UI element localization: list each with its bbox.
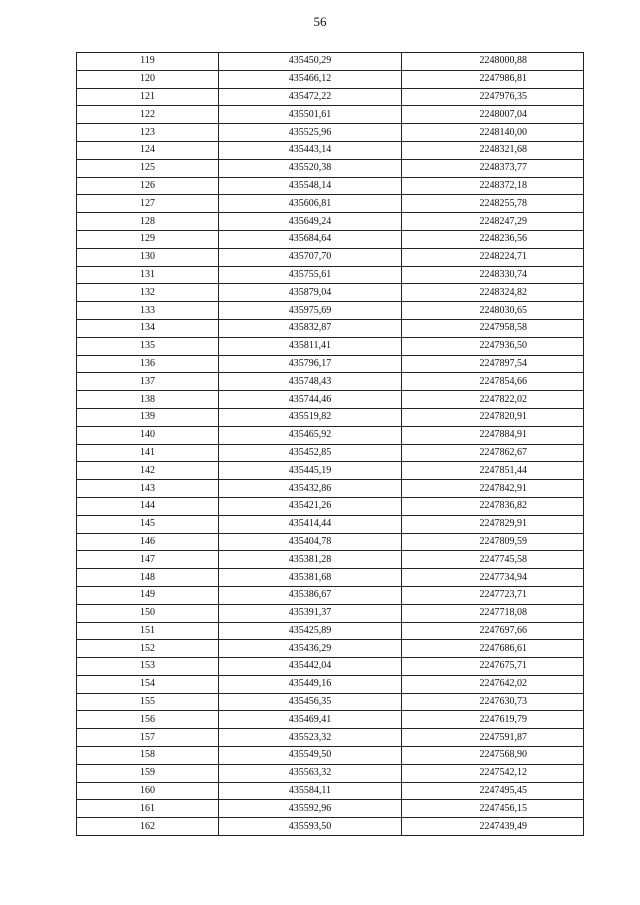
point-number-cell: 132 <box>77 284 219 302</box>
point-number-cell: 122 <box>77 106 219 124</box>
table-row <box>77 88 584 106</box>
point-number-cell: 127 <box>77 195 219 213</box>
table-row <box>77 622 584 640</box>
table-row <box>77 640 584 658</box>
point-number-cell: 145 <box>77 515 219 533</box>
point-number-cell: 129 <box>77 230 219 248</box>
x-coordinate-cell: 435649,24 <box>219 213 402 231</box>
table-row <box>77 569 584 587</box>
y-coordinate-cell: 2247976,35 <box>402 88 584 106</box>
y-coordinate-cell: 2247686,61 <box>402 640 584 658</box>
point-number-cell: 141 <box>77 444 219 462</box>
y-coordinate-cell: 2248324,82 <box>402 284 584 302</box>
point-number-cell: 151 <box>77 622 219 640</box>
table-row <box>77 302 584 320</box>
x-coordinate-cell: 435744,46 <box>219 391 402 409</box>
x-coordinate-cell: 435975,69 <box>219 302 402 320</box>
y-coordinate-cell: 2248000,88 <box>402 53 584 71</box>
x-coordinate-cell: 435436,29 <box>219 640 402 658</box>
y-coordinate-cell: 2247820,91 <box>402 408 584 426</box>
point-number-cell: 154 <box>77 675 219 693</box>
point-number-cell: 136 <box>77 355 219 373</box>
x-coordinate-cell: 435386,67 <box>219 586 402 604</box>
x-coordinate-cell: 435563,32 <box>219 764 402 782</box>
table-row <box>77 124 584 142</box>
point-number-cell: 126 <box>77 177 219 195</box>
table-row <box>77 284 584 302</box>
table-row <box>77 818 584 836</box>
x-coordinate-cell: 435548,14 <box>219 177 402 195</box>
table-row <box>77 319 584 337</box>
x-coordinate-cell: 435381,68 <box>219 569 402 587</box>
y-coordinate-cell: 2247884,91 <box>402 426 584 444</box>
y-coordinate-cell: 2248247,29 <box>402 213 584 231</box>
point-number-cell: 128 <box>77 213 219 231</box>
point-number-cell: 147 <box>77 551 219 569</box>
y-coordinate-cell: 2247591,87 <box>402 729 584 747</box>
point-number-cell: 140 <box>77 426 219 444</box>
x-coordinate-cell: 435755,61 <box>219 266 402 284</box>
point-number-cell: 161 <box>77 800 219 818</box>
x-coordinate-cell: 435472,22 <box>219 88 402 106</box>
x-coordinate-cell: 435425,89 <box>219 622 402 640</box>
x-coordinate-cell: 435449,16 <box>219 675 402 693</box>
x-coordinate-cell: 435684,64 <box>219 230 402 248</box>
point-number-cell: 144 <box>77 497 219 515</box>
page-number: 56 <box>313 14 327 29</box>
x-coordinate-cell: 435523,32 <box>219 729 402 747</box>
point-number-cell: 130 <box>77 248 219 266</box>
y-coordinate-cell: 2247675,71 <box>402 658 584 676</box>
table-row <box>77 373 584 391</box>
y-coordinate-cell: 2247697,66 <box>402 622 584 640</box>
point-number-cell: 119 <box>77 53 219 71</box>
table-row <box>77 462 584 480</box>
table-row <box>77 355 584 373</box>
point-number-cell: 148 <box>77 569 219 587</box>
x-coordinate-cell: 435707,70 <box>219 248 402 266</box>
y-coordinate-cell: 2247568,90 <box>402 747 584 765</box>
x-coordinate-cell: 435606,81 <box>219 195 402 213</box>
table-row <box>77 729 584 747</box>
point-number-cell: 160 <box>77 782 219 800</box>
y-coordinate-cell: 2247836,82 <box>402 497 584 515</box>
point-number-cell: 138 <box>77 391 219 409</box>
x-coordinate-cell: 435584,11 <box>219 782 402 800</box>
y-coordinate-cell: 2248321,68 <box>402 141 584 159</box>
y-coordinate-cell: 2247734,94 <box>402 569 584 587</box>
table-row <box>77 53 584 71</box>
y-coordinate-cell: 2248372,18 <box>402 177 584 195</box>
point-number-cell: 137 <box>77 373 219 391</box>
table-row <box>77 658 584 676</box>
y-coordinate-cell: 2248373,77 <box>402 159 584 177</box>
y-coordinate-cell: 2247842,91 <box>402 480 584 498</box>
point-number-cell: 139 <box>77 408 219 426</box>
x-coordinate-cell: 435414,44 <box>219 515 402 533</box>
x-coordinate-cell: 435452,85 <box>219 444 402 462</box>
y-coordinate-cell: 2247851,44 <box>402 462 584 480</box>
y-coordinate-cell: 2248030,65 <box>402 302 584 320</box>
point-number-cell: 158 <box>77 747 219 765</box>
table-row <box>77 141 584 159</box>
table-row <box>77 408 584 426</box>
y-coordinate-cell: 2247809,59 <box>402 533 584 551</box>
point-number-cell: 135 <box>77 337 219 355</box>
point-number-cell: 142 <box>77 462 219 480</box>
x-coordinate-cell: 435443,14 <box>219 141 402 159</box>
table-row <box>77 711 584 729</box>
point-number-cell: 157 <box>77 729 219 747</box>
point-number-cell: 134 <box>77 319 219 337</box>
y-coordinate-cell: 2247456,15 <box>402 800 584 818</box>
point-number-cell: 150 <box>77 604 219 622</box>
x-coordinate-cell: 435469,41 <box>219 711 402 729</box>
x-coordinate-cell: 435832,87 <box>219 319 402 337</box>
y-coordinate-cell: 2247862,67 <box>402 444 584 462</box>
table-row <box>77 337 584 355</box>
table-row <box>77 604 584 622</box>
table-row <box>77 747 584 765</box>
x-coordinate-cell: 435811,41 <box>219 337 402 355</box>
coordinates-table-body <box>77 53 584 836</box>
table-row <box>77 497 584 515</box>
y-coordinate-cell: 2248330,74 <box>402 266 584 284</box>
y-coordinate-cell: 2247439,49 <box>402 818 584 836</box>
table-row <box>77 782 584 800</box>
x-coordinate-cell: 435519,82 <box>219 408 402 426</box>
y-coordinate-cell: 2247986,81 <box>402 70 584 88</box>
point-number-cell: 155 <box>77 693 219 711</box>
table-row <box>77 177 584 195</box>
y-coordinate-cell: 2248255,78 <box>402 195 584 213</box>
coordinates-table <box>76 52 584 836</box>
y-coordinate-cell: 2247936,50 <box>402 337 584 355</box>
table-row <box>77 693 584 711</box>
y-coordinate-cell: 2248140,00 <box>402 124 584 142</box>
table-row <box>77 426 584 444</box>
table-row <box>77 764 584 782</box>
y-coordinate-cell: 2247958,58 <box>402 319 584 337</box>
point-number-cell: 125 <box>77 159 219 177</box>
x-coordinate-cell: 435501,61 <box>219 106 402 124</box>
x-coordinate-cell: 435592,96 <box>219 800 402 818</box>
point-number-cell: 143 <box>77 480 219 498</box>
point-number-cell: 153 <box>77 658 219 676</box>
table-row <box>77 213 584 231</box>
table-row <box>77 800 584 818</box>
table-row <box>77 515 584 533</box>
x-coordinate-cell: 435593,50 <box>219 818 402 836</box>
table-row <box>77 675 584 693</box>
table-row <box>77 444 584 462</box>
x-coordinate-cell: 435748,43 <box>219 373 402 391</box>
point-number-cell: 159 <box>77 764 219 782</box>
y-coordinate-cell: 2247630,73 <box>402 693 584 711</box>
x-coordinate-cell: 435432,86 <box>219 480 402 498</box>
x-coordinate-cell: 435525,96 <box>219 124 402 142</box>
point-number-cell: 131 <box>77 266 219 284</box>
x-coordinate-cell: 435450,29 <box>219 53 402 71</box>
y-coordinate-cell: 2247822,02 <box>402 391 584 409</box>
x-coordinate-cell: 435465,92 <box>219 426 402 444</box>
y-coordinate-cell: 2247854,66 <box>402 373 584 391</box>
y-coordinate-cell: 2247745,58 <box>402 551 584 569</box>
y-coordinate-cell: 2247718,08 <box>402 604 584 622</box>
point-number-cell: 162 <box>77 818 219 836</box>
table-row <box>77 266 584 284</box>
table-row <box>77 106 584 124</box>
x-coordinate-cell: 435520,38 <box>219 159 402 177</box>
point-number-cell: 156 <box>77 711 219 729</box>
point-number-cell: 120 <box>77 70 219 88</box>
x-coordinate-cell: 435445,19 <box>219 462 402 480</box>
point-number-cell: 133 <box>77 302 219 320</box>
y-coordinate-cell: 2248236,56 <box>402 230 584 248</box>
y-coordinate-cell: 2247495,45 <box>402 782 584 800</box>
point-number-cell: 123 <box>77 124 219 142</box>
x-coordinate-cell: 435391,37 <box>219 604 402 622</box>
x-coordinate-cell: 435456,35 <box>219 693 402 711</box>
y-coordinate-cell: 2247897,54 <box>402 355 584 373</box>
table-row <box>77 480 584 498</box>
x-coordinate-cell: 435421,26 <box>219 497 402 515</box>
x-coordinate-cell: 435879,04 <box>219 284 402 302</box>
table-row <box>77 586 584 604</box>
y-coordinate-cell: 2248224,71 <box>402 248 584 266</box>
x-coordinate-cell: 435796,17 <box>219 355 402 373</box>
y-coordinate-cell: 2248007,04 <box>402 106 584 124</box>
x-coordinate-cell: 435466,12 <box>219 70 402 88</box>
x-coordinate-cell: 435381,28 <box>219 551 402 569</box>
table-row <box>77 551 584 569</box>
y-coordinate-cell: 2247829,91 <box>402 515 584 533</box>
table-row <box>77 159 584 177</box>
x-coordinate-cell: 435549,50 <box>219 747 402 765</box>
y-coordinate-cell: 2247542,12 <box>402 764 584 782</box>
point-number-cell: 124 <box>77 141 219 159</box>
table-row <box>77 230 584 248</box>
y-coordinate-cell: 2247723,71 <box>402 586 584 604</box>
point-number-cell: 146 <box>77 533 219 551</box>
table-row <box>77 70 584 88</box>
x-coordinate-cell: 435442,04 <box>219 658 402 676</box>
table-row <box>77 391 584 409</box>
table-row <box>77 533 584 551</box>
point-number-cell: 121 <box>77 88 219 106</box>
point-number-cell: 152 <box>77 640 219 658</box>
point-number-cell: 149 <box>77 586 219 604</box>
table-row <box>77 195 584 213</box>
y-coordinate-cell: 2247619,79 <box>402 711 584 729</box>
x-coordinate-cell: 435404,78 <box>219 533 402 551</box>
y-coordinate-cell: 2247642,02 <box>402 675 584 693</box>
table-row <box>77 248 584 266</box>
